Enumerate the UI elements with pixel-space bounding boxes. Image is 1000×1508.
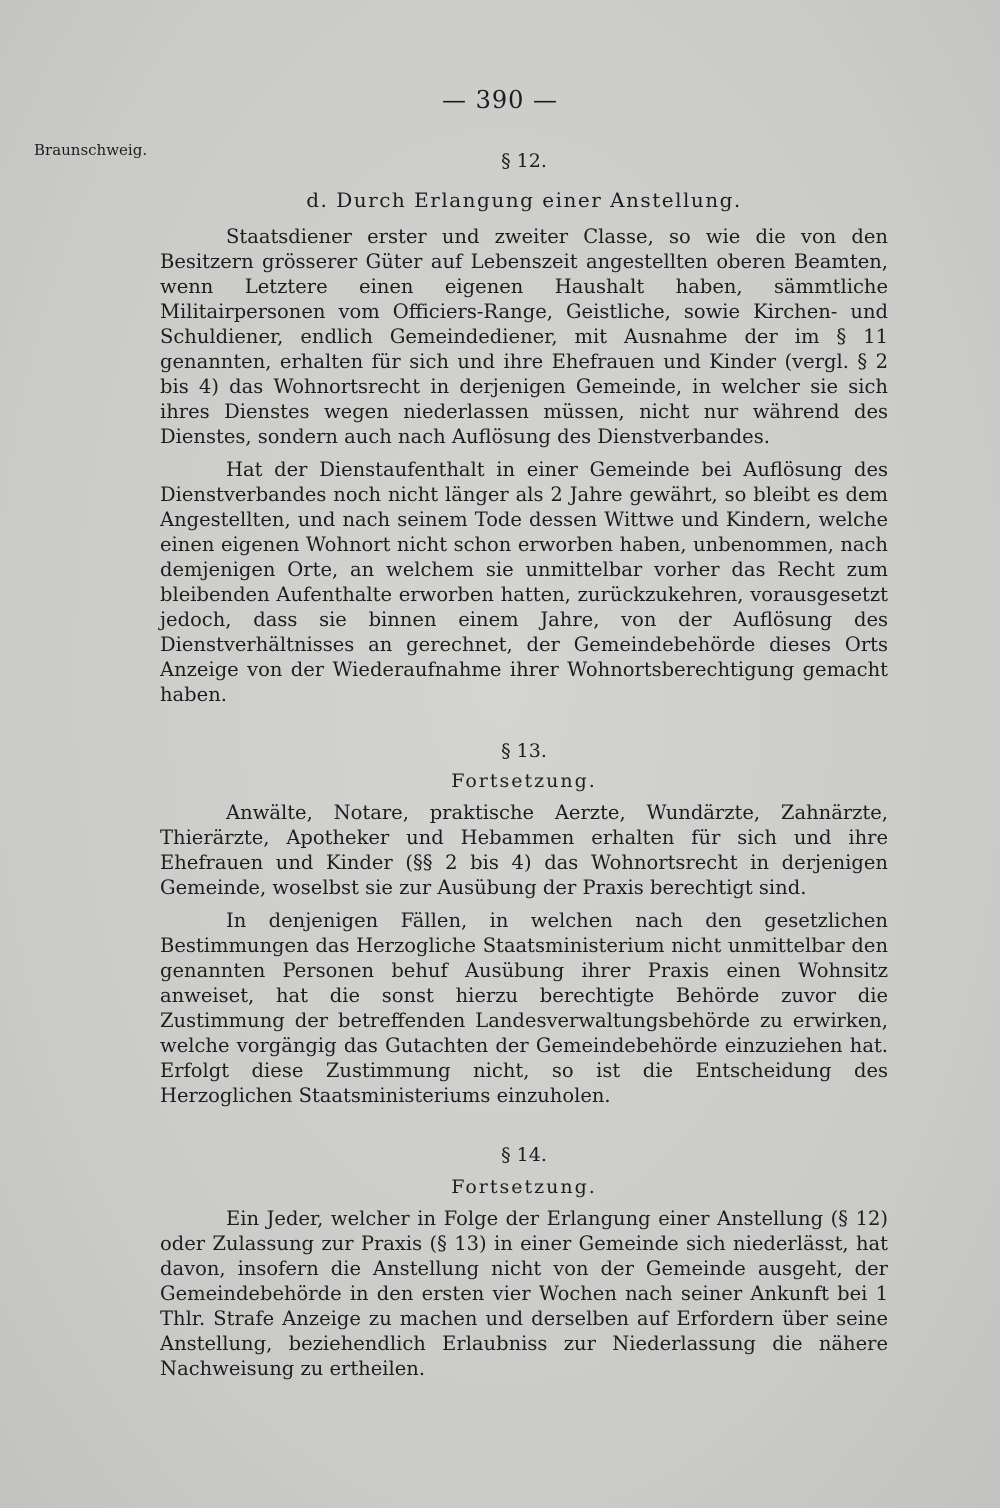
paragraph: Ein Jeder, welcher in Folge der Erlangung einer Anstellung (§ 12) oder Zulassung zur Praxis (§ 13) in einer Gemeinde sich niederlässt, hat davon, insofern die Anstellung nicht von der Gemeinde ausgeht, der Gemeindebehörde in den ersten vier Wochen nach seiner Ankunft bei 1 Thlr. Strafe Anzeige zu machen und derselben auf Erfordern über seine Anstellung, beziehendlich Erlaubniss zur Niederlassung die nähere Nachweisung zu ertheilen.	[160, 1207, 888, 1380]
section-title: Fortsetzung.	[451, 770, 597, 792]
section-number: § 12.	[501, 150, 547, 172]
section-number: § 13.	[501, 740, 547, 762]
paragraph: Hat der Dienstaufenthalt in einer Gemeinde bei Auflösung des Dienstverbandes noch nicht länger als 2 Jahre gewährt, so bleibt es dem Angestellten, und nach seinem Tode dessen Wittwe und Kindern, welche einen eigenen Wohnort nicht schon erworben haben, unbenommen, nach demjenigen Orte, an welchem sie unmittelbar vorher das Recht zum bleibenden Aufenthalte erworben hatten, zurückzukehren, vorausgesetzt jedoch, dass sie binnen einem Jahre, von der Auflösung des Dienstverhältnisses an gerechnet, der Gemeindebehörde dieses Orts Anzeige von der Wiederaufnahme ihrer Wohnortsberechtigung gemacht haben.	[160, 458, 888, 706]
section-title: d. Durch Erlangung einer Anstellung.	[306, 188, 742, 212]
paragraph: In denjenigen Fällen, in welchen nach den gesetzlichen Bestimmungen das Herzogliche Staatsministerium nicht unmittelbar den genannten Personen behuf Ausübung ihrer Praxis einen Wohnsitz anweiset, hat die sonst hierzu berechtigte Behörde zuvor die Zustimmung der betreffenden Landesverwaltungsbehörde zu erwirken, welche vorgängig das Gutachten der Gemeindebehörde einzuziehen hat. Erfolgt diese Zustimmung nicht, so ist die Entscheidung des Herzoglichen Staatsministeriums einzuholen.	[160, 909, 888, 1107]
section-12	[160, 150, 888, 707]
section-14	[160, 1144, 888, 1381]
paragraph: Anwälte, Notare, praktische Aerzte, Wundärzte, Zahnärzte, Thierärzte, Apotheker und Hebammen erhalten für sich und ihre Ehefrauen und Kinder (§§ 2 bis 4) das Wohnortsrecht in derjenigen Gemeinde, woselbst sie zur Ausübung der Praxis berechtigt sind.	[160, 801, 888, 899]
margin-note: Braunschweig.	[34, 141, 148, 159]
section-title: Fortsetzung.	[451, 1176, 597, 1198]
page-number: — 390 —	[441, 86, 559, 114]
section-number: § 14.	[501, 1144, 547, 1166]
section-13	[160, 740, 888, 1108]
paragraph: Staatsdiener erster und zweiter Classe, so wie die von den Besitzern grösserer Güter auf Lebenszeit angestellten oberen Beamten, wenn Letztere einen eigenen Haushalt haben, sämmtliche Militairpersonen vom Officiers-Range, Geistliche, sowie Kirchen- und Schuldiener, endlich Gemeindediener, mit Ausnahme der im § 11 genannten, erhalten für sich und ihre Ehefrauen und Kinder (vergl. § 2 bis 4) das Wohnortsrecht in derjenigen Gemeinde, in welcher sie sich ihres Dienstes wegen niederlassen müssen, nicht nur während des Dienstes, sondern auch nach Auflösung des Dienstverbandes.	[160, 225, 888, 448]
